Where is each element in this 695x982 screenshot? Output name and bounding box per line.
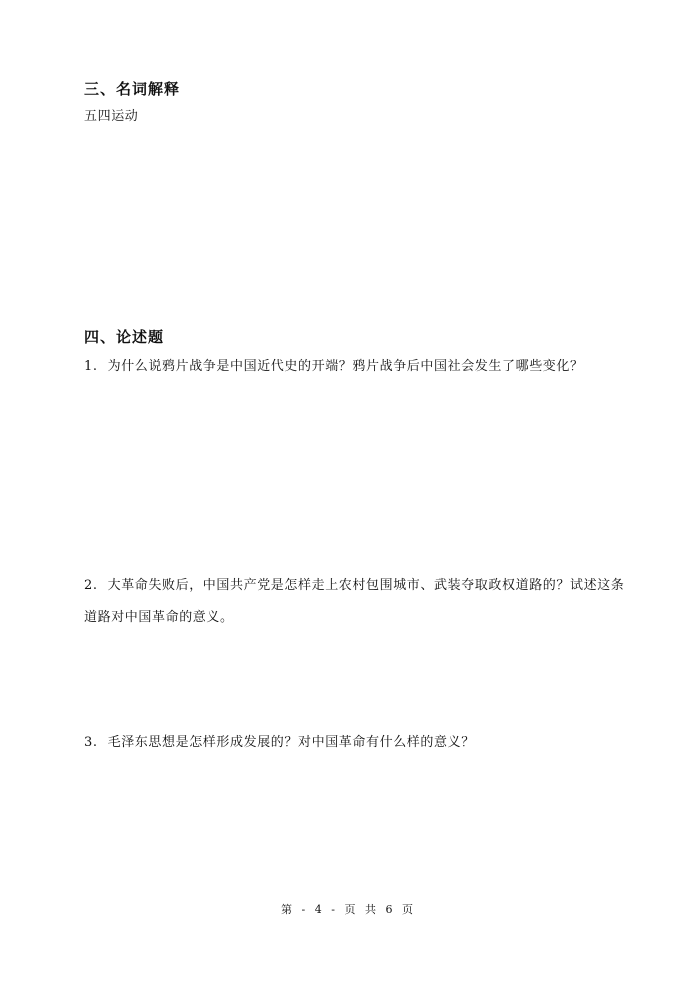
question-3-text: 毛泽东思想是怎样形成发展的？对中国革命有什么样的意义？ (107, 735, 475, 750)
question-2-text-line-2: 道路对中国革命的意义。 (84, 610, 234, 625)
question-2-line-1 (84, 571, 624, 600)
page-number-footer: 第 - 4 - 页 共 6 页 (281, 903, 414, 916)
term-to-explain: 五四运动 (84, 109, 139, 124)
question-1-text: 为什么说鸦片战争是中国近代史的开端？鸦片战争后中国社会发生了哪些变化？ (107, 359, 584, 374)
question-3 (84, 728, 475, 757)
question-3-number: 3. (84, 735, 98, 750)
section-4-heading: 四、论述题 (84, 328, 165, 346)
question-1-number: 1. (84, 359, 98, 374)
question-1 (84, 352, 584, 381)
question-2-text-line-1: 大革命失败后，中国共产党是怎样走上农村包围城市、武装夺取政权道路的？试述这条 (107, 578, 625, 593)
question-2-number: 2. (84, 578, 98, 593)
section-3-heading: 三、名词解释 (84, 80, 181, 98)
